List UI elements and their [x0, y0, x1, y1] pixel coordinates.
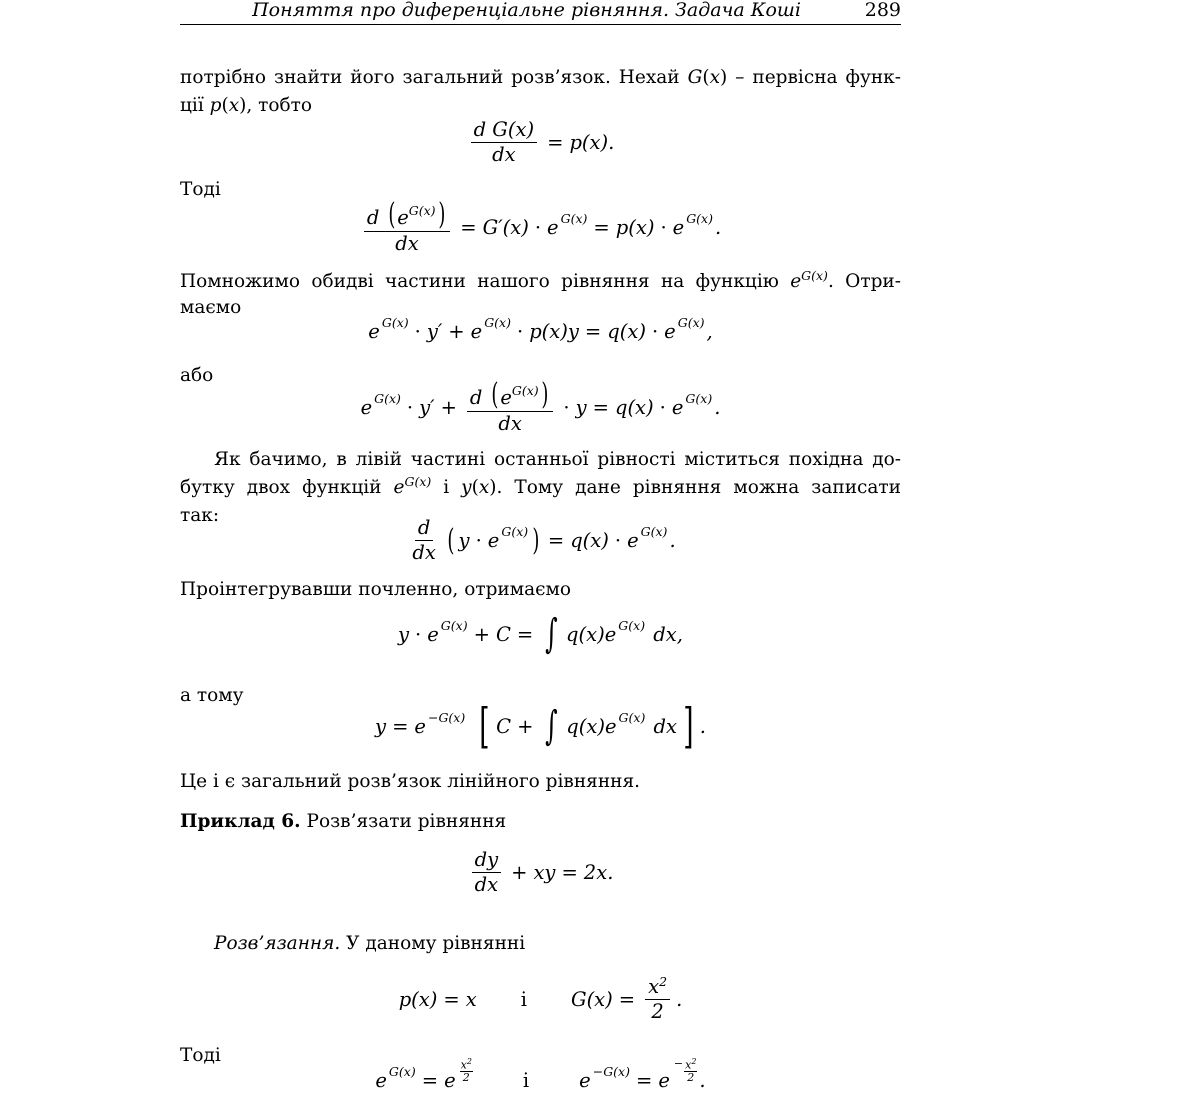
solution-text: У даному рівнянні: [346, 933, 526, 954]
equation-6: y · e G(x) + C = ∫ q(x)e G(x) dx,: [398, 611, 683, 657]
solution-heading: [180, 930, 525, 958]
paragraph-general-solution: Це і є загальний розв’язок лінійного рівняння.: [180, 771, 641, 792]
chapter-title: Поняття про диференціальне рівняння. Задача Коші: [252, 0, 801, 21]
solution-label: Розв’язання.: [214, 933, 341, 954]
equation-5: $\frac{d}{dx}$ ( y · e G(x) ) = q(x) · e G(x) .: [412, 516, 676, 565]
equation-10: e G(x) = e $\frac{x^2}{2}$ і e −G(x) = e − $\frac{x^2}{2}$ .: [375, 1057, 706, 1093]
equation-7: y = e −G(x) [ C + ∫ q(x)e G(x) dx ] .: [375, 698, 706, 754]
running-head: [180, 0, 901, 25]
paragraph-multiply-line2: маємо: [180, 297, 242, 318]
example-heading: [180, 808, 506, 836]
paragraph-left-side-line3: так:: [180, 505, 220, 526]
text-a-tomu: а тому: [180, 685, 244, 706]
text-abo: або: [180, 365, 214, 386]
paragraph-left-side-line2: бутку двох функцій $e^{G(x)}$ і y(x). Тому дане рівняння можна записати: [180, 474, 901, 498]
equation-1: $\frac{\text{d G(x)}}{dx}$ = p(x).: [180, 118, 901, 167]
paragraph-intro-line2: ції p(x), тобто: [180, 95, 312, 116]
example-text: Розв’язати рівняння: [306, 811, 507, 832]
book-page: [180, 0, 901, 1097]
example-label: Приклад 6.: [180, 811, 301, 832]
equation-2: $\frac{d ( e^{G(x)})}{dx}$ = G′(x) · e G(x) = p(x) · e G(x) .: [180, 200, 901, 255]
equation-4: e G(x) · y′ + $\frac{d ( e^{G(x)})}{dx}$ · y = q(x) · e G(x) .: [360, 377, 721, 435]
paragraph-integrate: Проінтегрувавши почленно, отримаємо: [180, 579, 572, 600]
paragraph-left-side-line1: Як бачимо, в лівій частині останньої рівності міститься похідна до-: [214, 449, 901, 470]
equation-9: p(x) = x і G(x) = $\frac{x^2}{2}$ .: [398, 974, 683, 1024]
paragraph-multiply-line1: Помножимо обидві частини нашого рівняння на функцію $e^{G(x)}$. Отри-: [180, 268, 901, 292]
text-todi-1: Тоді: [180, 179, 221, 200]
text-todi-2: Тоді: [180, 1045, 221, 1066]
page-number: 289: [864, 0, 901, 21]
paragraph-intro-line1: потрібно знайти його загальний розв’язок. Нехай G(x) – первісна функ-: [180, 67, 901, 88]
equation-3: e G(x) · y′ + e G(x) · p(x)y = q(x) · e G(x) ,: [368, 315, 713, 343]
equation-8: $\frac{dy}{dx}$ + xy = 2x.: [180, 848, 901, 897]
